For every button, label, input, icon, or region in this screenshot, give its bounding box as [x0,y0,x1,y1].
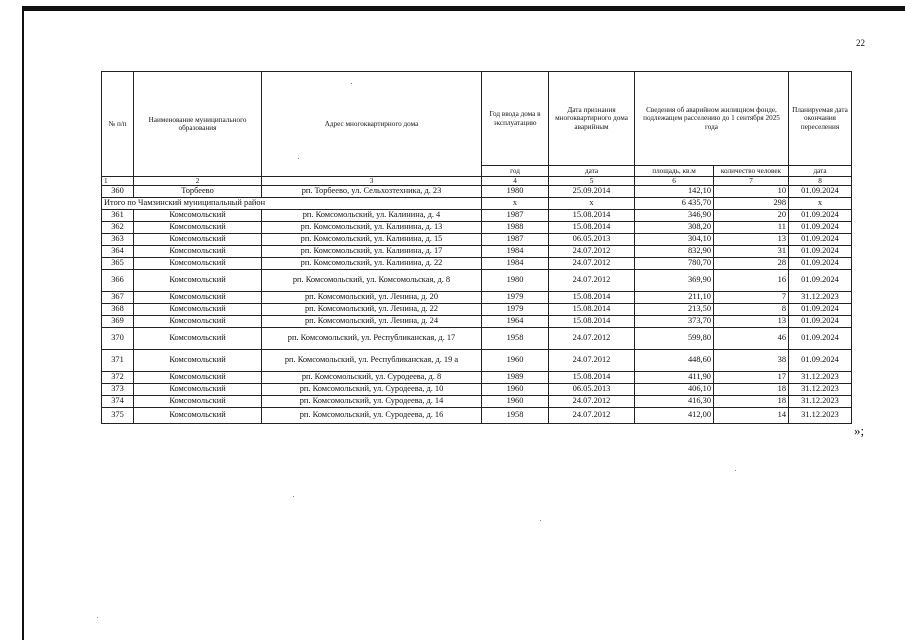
table-row [102,408,852,424]
cell-area: 406,10 [635,384,714,396]
cell-people: 14 [714,408,789,424]
cell-municipality: Комсомольский [134,292,262,304]
table-row [102,396,852,408]
header-year: Год ввода дома в эксплуатацию [482,72,549,166]
cell-address: рп. Комсомольский, ул. Республиканская, д. 19 а [262,350,482,372]
cell-address: рп. Комсомольский, ул. Калинина, д. 17 [262,246,482,258]
cell-area: 346,90 [635,210,714,222]
cell-plan-date: 01.09.2024 [789,328,852,350]
table-row [102,210,852,222]
cell-municipality: Комсомольский [134,210,262,222]
col-number: 7 [714,177,789,186]
cell-people: 8 [714,304,789,316]
cell-year: 1979 [482,304,549,316]
cell-date: 15.08.2014 [549,222,635,234]
cell-municipality: Комсомольский [134,234,262,246]
cell-address: рп. Комсомольский, ул. Калинина, д. 22 [262,258,482,270]
cell-year: 1989 [482,372,549,384]
scan-speck [540,520,541,521]
cell-date: 25.09.2014 [549,186,635,198]
cell-plan-date: 01.09.2024 [789,222,852,234]
cell-date: 15.08.2014 [549,210,635,222]
cell-number: 370 [102,328,134,350]
unit-date: дата [549,166,635,177]
col-number: 2 [134,177,262,186]
cell-number: 364 [102,246,134,258]
total-year: х [482,198,549,210]
header-date-emergency: Дата признания многоквартирного дома аварийным [549,72,635,166]
cell-number: 361 [102,210,134,222]
cell-municipality: Комсомольский [134,258,262,270]
table-row [102,384,852,396]
cell-people: 17 [714,372,789,384]
scan-speck [293,496,294,497]
cell-area: 416,30 [635,396,714,408]
cell-year: 1960 [482,396,549,408]
cell-date: 06.05.2013 [549,234,635,246]
cell-year: 1984 [482,246,549,258]
cell-number: 372 [102,372,134,384]
table-row [102,270,852,292]
cell-date: 24.07.2012 [549,258,635,270]
cell-year: 1960 [482,384,549,396]
cell-area: 213,50 [635,304,714,316]
header-plan-date: Планируемая дата окончания переселения [789,72,852,166]
cell-people: 18 [714,396,789,408]
cell-plan-date: 31.12.2023 [789,384,852,396]
cell-plan-date: 31.12.2023 [789,396,852,408]
table-row [102,372,852,384]
cell-plan-date: 01.09.2024 [789,316,852,328]
cell-address: рп. Комсомольский, ул. Ленина, д. 20 [262,292,482,304]
cell-address: рп. Комсомольский, ул. Ленина, д. 22 [262,304,482,316]
table-row [102,246,852,258]
cell-date: 24.07.2012 [549,328,635,350]
cell-number: 363 [102,234,134,246]
cell-people: 20 [714,210,789,222]
cell-municipality: Комсомольский [134,384,262,396]
cell-plan-date: 01.09.2024 [789,186,852,198]
cell-address: рп. Комсомольский, ул. Суродеева, д. 10 [262,384,482,396]
total-row [102,198,852,210]
cell-address: рп. Комсомольский, ул. Республиканская, д. 17 [262,328,482,350]
cell-people: 46 [714,328,789,350]
unit-area: площадь, кв.м [635,166,714,177]
cell-date: 06.05.2013 [549,384,635,396]
cell-municipality: Торбеево [134,186,262,198]
cell-year: 1958 [482,328,549,350]
cell-people: 7 [714,292,789,304]
scan-speck [298,158,299,159]
cell-municipality: Комсомольский [134,350,262,372]
cell-year: 1984 [482,258,549,270]
col-number: 6 [635,177,714,186]
cell-address: рп. Комсомольский, ул. Суродеева, д. 16 [262,408,482,424]
total-area: 6 435,70 [635,198,714,210]
closing-quote: »; [854,423,865,438]
cell-municipality: Комсомольский [134,222,262,234]
cell-people: 13 [714,316,789,328]
cell-year: 1960 [482,350,549,372]
cell-municipality: Комсомольский [134,246,262,258]
cell-number: 368 [102,304,134,316]
cell-people: 31 [714,246,789,258]
cell-municipality: Комсомольский [134,372,262,384]
table-row [102,316,852,328]
cell-number: 365 [102,258,134,270]
table-row [102,234,852,246]
cell-address: рп. Комсомольский, ул. Суродеева, д. 14 [262,396,482,408]
cell-date: 24.07.2012 [549,246,635,258]
cell-date: 15.08.2014 [549,304,635,316]
cell-plan-date: 01.09.2024 [789,210,852,222]
header-number: № п/п [102,72,134,177]
cell-people: 18 [714,384,789,396]
cell-address: рп. Комсомольский, ул. Ленина, д. 24 [262,316,482,328]
housing-relocation-table [101,71,852,424]
cell-plan-date: 31.12.2023 [789,292,852,304]
cell-plan-date: 01.09.2024 [789,350,852,372]
cell-area: 373,70 [635,316,714,328]
cell-people: 11 [714,222,789,234]
cell-area: 448,60 [635,350,714,372]
cell-address: рп. Комсомольский, ул. Калинина, д. 4 [262,210,482,222]
cell-municipality: Комсомольский [134,328,262,350]
col-number: 8 [789,177,852,186]
cell-plan-date: 01.09.2024 [789,258,852,270]
unit-year: год [482,166,549,177]
cell-year: 1987 [482,210,549,222]
cell-date: 15.08.2014 [549,316,635,328]
col-number: 1 [102,177,134,186]
cell-municipality: Комсомольский [134,408,262,424]
cell-address: рп. Комсомольский, ул. Калинина, д. 13 [262,222,482,234]
cell-plan-date: 01.09.2024 [789,246,852,258]
cell-area: 304,10 [635,234,714,246]
unit-people: количество человек [714,166,789,177]
cell-year: 1980 [482,270,549,292]
cell-year: 1958 [482,408,549,424]
cell-municipality: Комсомольский [134,304,262,316]
cell-plan-date: 01.09.2024 [789,270,852,292]
table-row [102,258,852,270]
scan-speck [351,83,352,84]
cell-people: 13 [714,234,789,246]
cell-number: 366 [102,270,134,292]
cell-area: 412,00 [635,408,714,424]
cell-number: 371 [102,350,134,372]
cell-municipality: Комсомольский [134,270,262,292]
cell-area: 308,20 [635,222,714,234]
cell-year: 1980 [482,186,549,198]
scan-border-top [22,6,905,11]
cell-plan-date: 01.09.2024 [789,304,852,316]
cell-plan-date: 31.12.2023 [789,372,852,384]
cell-area: 369,90 [635,270,714,292]
cell-number: 373 [102,384,134,396]
cell-area: 780,70 [635,258,714,270]
cell-people: 28 [714,258,789,270]
cell-area: 411,90 [635,372,714,384]
cell-date: 15.08.2014 [549,292,635,304]
cell-address: рп. Комсомольский, ул. Суродеева, д. 8 [262,372,482,384]
cell-year: 1979 [482,292,549,304]
header-address: Адрес многоквартирного дома [262,72,482,177]
cell-area: 211,10 [635,292,714,304]
cell-address: рп. Комсомольский, ул. Калинина, д. 15 [262,234,482,246]
total-plan: х [789,198,852,210]
cell-number: 369 [102,316,134,328]
cell-people: 38 [714,350,789,372]
cell-area: 599,80 [635,328,714,350]
col-number: 4 [482,177,549,186]
column-numbers-row [102,177,852,186]
cell-municipality: Комсомольский [134,396,262,408]
total-label: Итого по Чамзинский муниципальный район [102,198,482,210]
table-row [102,304,852,316]
cell-area: 142,10 [635,186,714,198]
scan-speck [97,617,98,618]
cell-number: 375 [102,408,134,424]
cell-area: 832,90 [635,246,714,258]
cell-people: 10 [714,186,789,198]
table-row [102,222,852,234]
cell-year: 1987 [482,234,549,246]
total-people: 298 [714,198,789,210]
cell-date: 15.08.2014 [549,372,635,384]
cell-people: 16 [714,270,789,292]
cell-year: 1988 [482,222,549,234]
cell-number: 374 [102,396,134,408]
cell-date: 24.07.2012 [549,408,635,424]
table-row [102,350,852,372]
total-date: х [549,198,635,210]
cell-date: 24.07.2012 [549,270,635,292]
col-number: 5 [549,177,635,186]
cell-address: рп. Комсомольский, ул. Комсомольская, д. 8 [262,270,482,292]
cell-plan-date: 01.09.2024 [789,234,852,246]
header-row [102,72,852,166]
cell-date: 24.07.2012 [549,396,635,408]
cell-number: 367 [102,292,134,304]
scan-speck [735,470,736,471]
unit-plan-date: дата [789,166,852,177]
col-number: 3 [262,177,482,186]
table-row [102,328,852,350]
cell-address: рп. Торбеево, ул. Сельхозтехника, д. 23 [262,186,482,198]
cell-number: 360 [102,186,134,198]
cell-number: 362 [102,222,134,234]
cell-date: 24.07.2012 [549,350,635,372]
page-number: 22 [856,38,865,48]
cell-municipality: Комсомольский [134,316,262,328]
table-row [102,292,852,304]
cell-year: 1964 [482,316,549,328]
header-emergency-fund: Сведения об аварийном жилищном фонде, подлежащем расселению до 1 сентября 2025 года [635,72,789,166]
scan-border-left [22,6,24,640]
header-municipality: Наименование муниципального образования [134,72,262,177]
table-row [102,186,852,198]
cell-plan-date: 31.12.2023 [789,408,852,424]
